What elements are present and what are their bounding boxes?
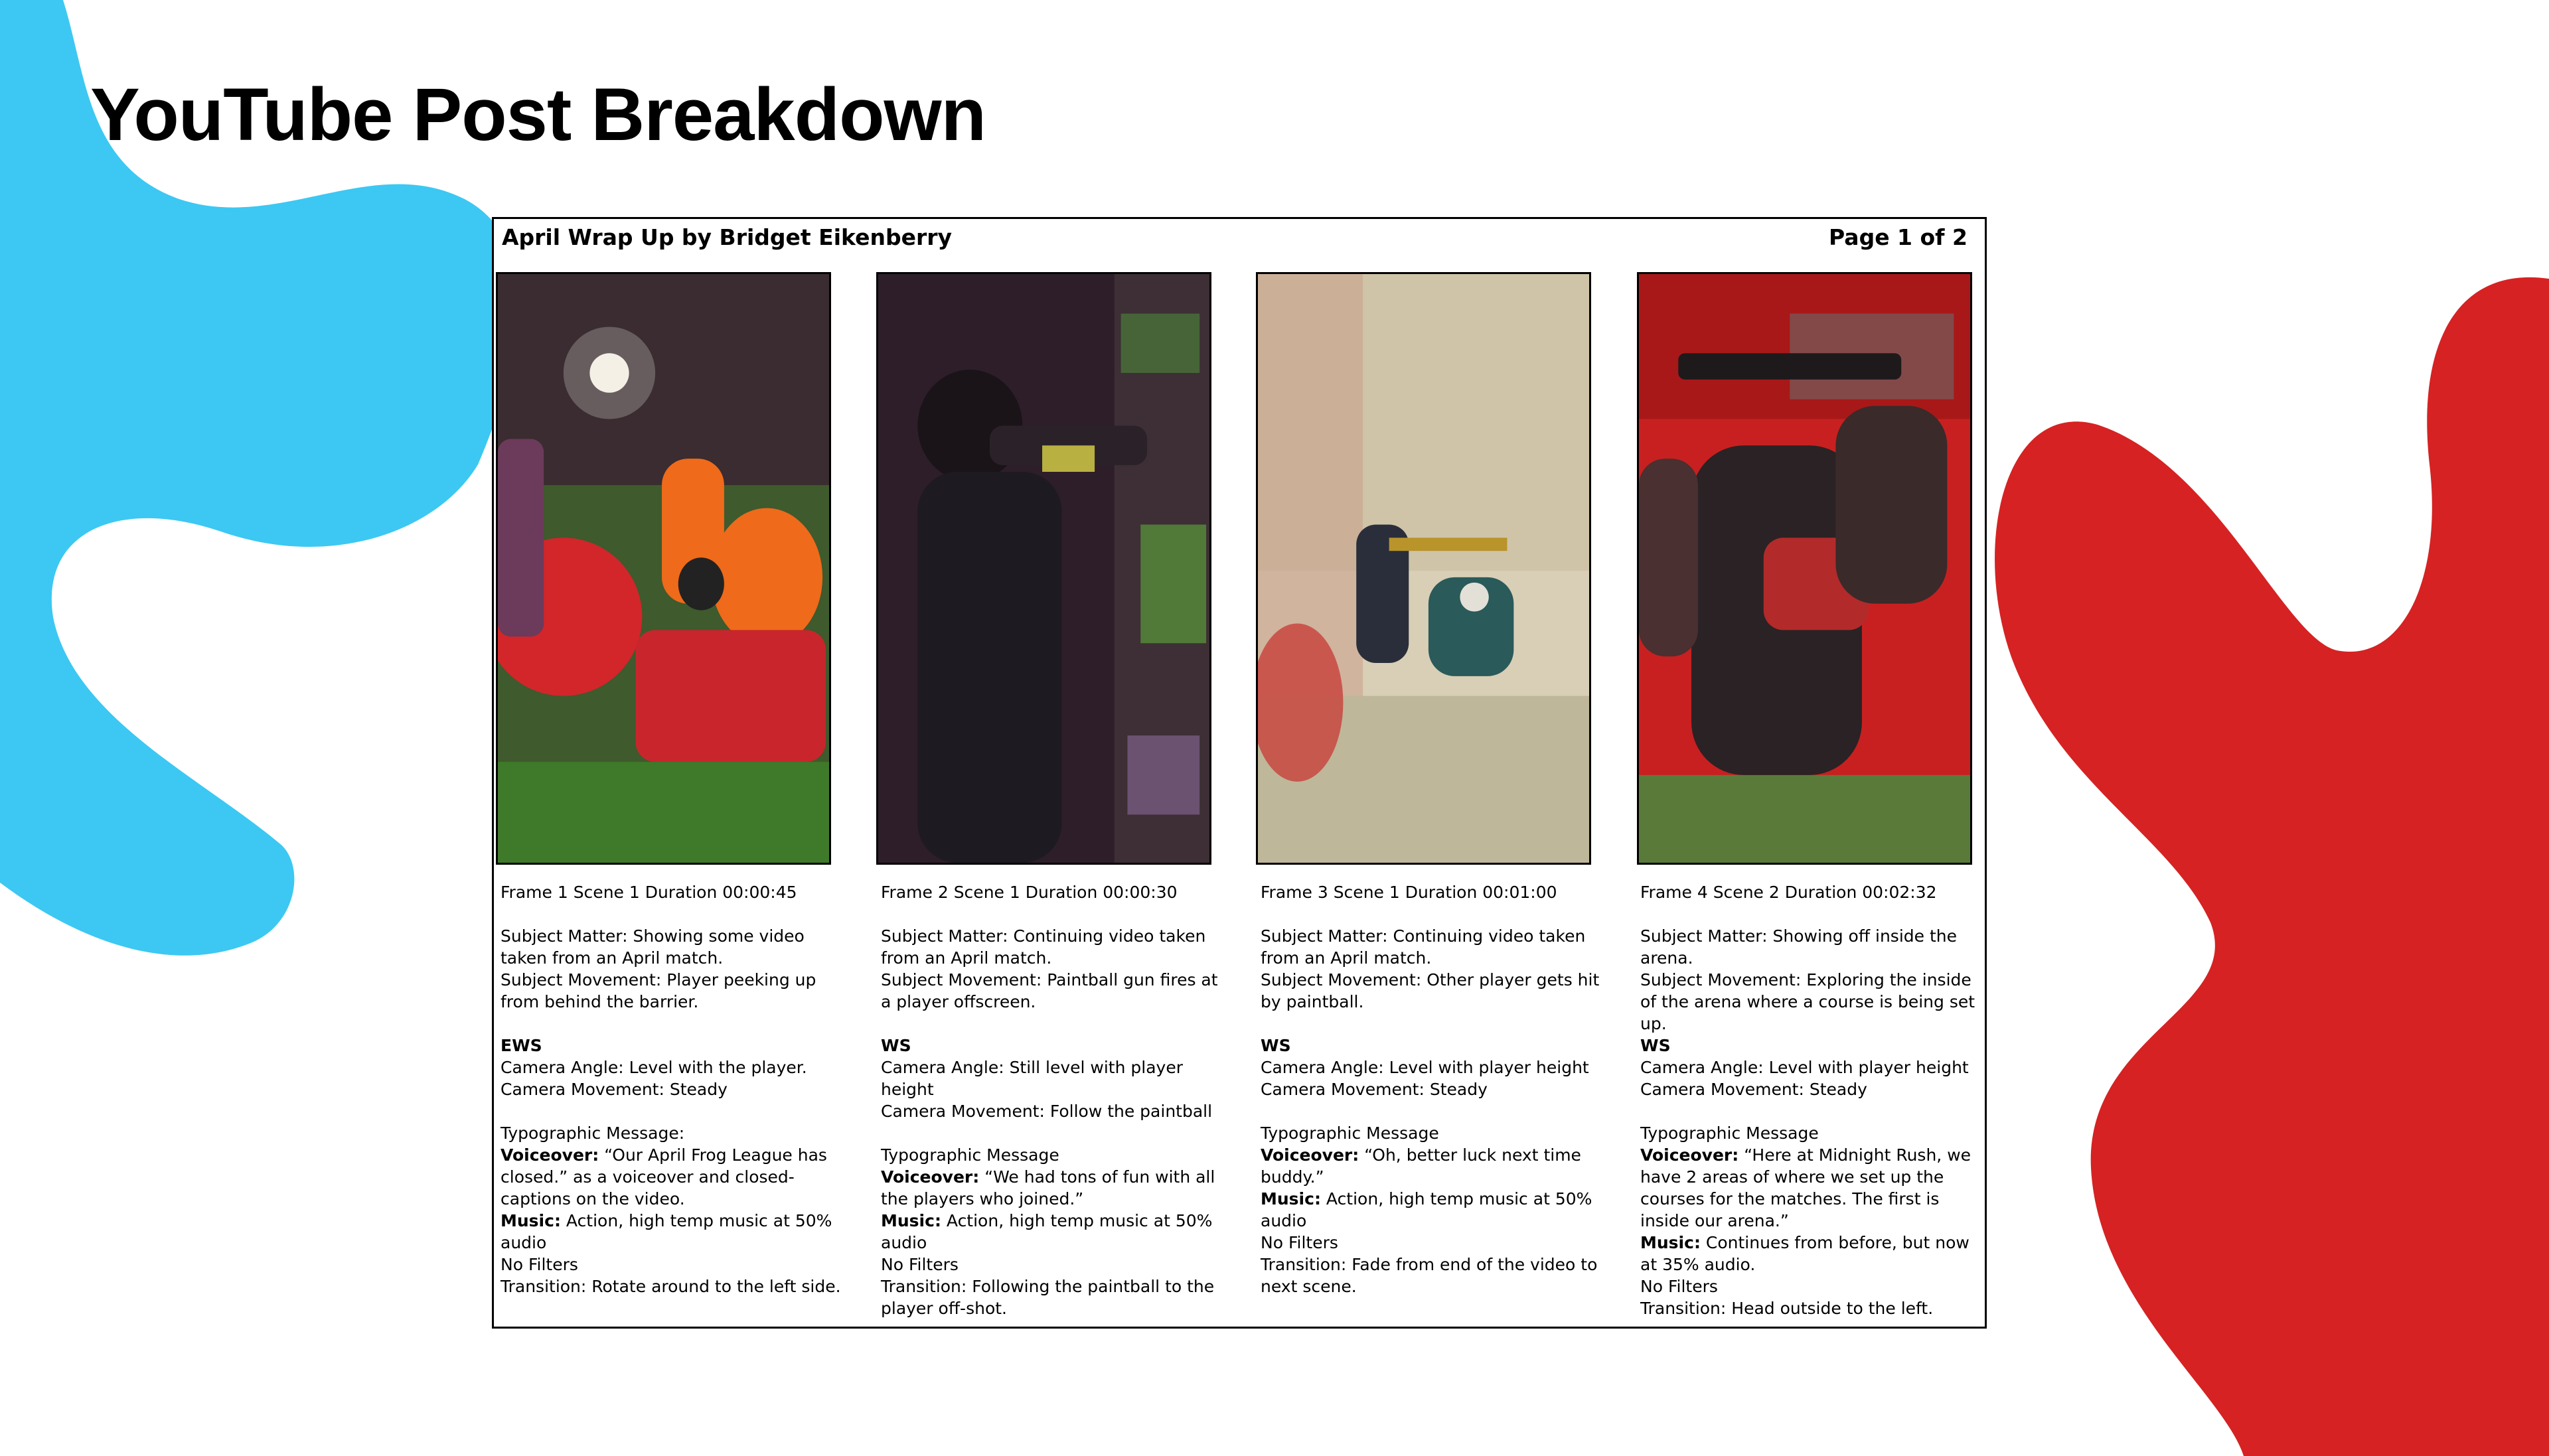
frame-3-notes [1261,881,1606,1297]
shot-type: EWS [501,1036,542,1055]
transition: Transition: Fade from end of the video to next scene. [1261,1255,1598,1296]
frame-4-notes [1640,881,1985,1319]
transition: Transition: Rotate around to the left side. [501,1277,841,1296]
subject-matter: Subject Matter: Continuing video taken from an April match. [881,926,1206,968]
camera-angle: Camera Angle: Still level with player height [881,1058,1183,1099]
subject-matter: Subject Matter: Continuing video taken from an April match. [1261,926,1586,968]
music-line: Music: Action, high temp music at 50% audio [501,1211,832,1252]
frame-header: Frame 4 Scene 2 Duration 00:02:32 [1640,883,1937,902]
frame-1-notes [501,881,846,1297]
filters: No Filters [501,1255,578,1274]
subject-movement: Subject Movement: Other player gets hit by paintball. [1261,970,1600,1011]
typographic-message: Typographic Message [1261,1124,1439,1143]
camera-movement: Camera Movement: Steady [501,1080,728,1099]
frame-header: Frame 1 Scene 1 Duration 00:00:45 [501,883,797,902]
shot-type: WS [881,1036,911,1055]
subject-movement: Subject Movement: Exploring the inside of the arena where a course is being set up. [1640,970,1975,1033]
frame-2-photo [876,272,1211,865]
transition: Transition: Head outside to the left. [1640,1299,1934,1318]
camera-movement: Camera Movement: Steady [1261,1080,1488,1099]
camera-angle: Camera Angle: Level with player height [1261,1058,1589,1077]
voiceover-line: Voiceover: “Oh, better luck next time buddy.” [1261,1145,1581,1187]
frame-2-notes [881,881,1226,1319]
shot-type: WS [1261,1036,1291,1055]
voiceover-line: Voiceover: “Here at Midnight Rush, we have 2 areas of where we set up the courses for the matches. The first is inside our arena.” [1640,1145,1971,1230]
frame-1-photo [496,272,831,865]
filters: No Filters [1261,1233,1338,1252]
storyboard-sheet [492,217,1987,1329]
page-title: YouTube Post Breakdown [90,73,986,156]
page-indicator: Page 1 of 2 [1829,224,1968,250]
frame-header: Frame 2 Scene 1 Duration 00:00:30 [881,883,1178,902]
camera-movement: Camera Movement: Steady [1640,1080,1867,1099]
subject-movement: Subject Movement: Paintball gun fires at a player offscreen. [881,970,1218,1011]
frame-3-photo [1256,272,1591,865]
voiceover-line: Voiceover: “Our April Frog League has closed.” as a voiceover and closed-captions on the video. [501,1145,827,1208]
filters: No Filters [881,1255,959,1274]
music-line: Music: Action, high temp music at 50% audio [1261,1189,1592,1230]
typographic-message: Typographic Message: [501,1124,685,1143]
voiceover-line: Voiceover: “We had tons of fun with all the players who joined.” [881,1167,1215,1208]
storyboard-title: April Wrap Up by Bridget Eikenberry [502,224,953,250]
camera-angle: Camera Angle: Level with player height [1640,1058,1969,1077]
music-line: Music: Continues from before, but now at 35% audio. [1640,1233,1970,1274]
camera-movement: Camera Movement: Follow the paintball [881,1102,1213,1121]
filters: No Filters [1640,1277,1718,1296]
subject-matter: Subject Matter: Showing some video taken from an April match. [501,926,805,968]
music-line: Music: Action, high temp music at 50% audio [881,1211,1213,1252]
typographic-message: Typographic Message [1640,1124,1819,1143]
typographic-message: Typographic Message [881,1145,1059,1165]
frame-4-photo [1637,272,1972,865]
shot-type: WS [1640,1036,1671,1055]
subject-movement: Subject Movement: Player peeking up from behind the barrier. [501,970,816,1011]
transition: Transition: Following the paintball to the player off-shot. [881,1277,1215,1318]
frame-header: Frame 3 Scene 1 Duration 00:01:00 [1261,883,1557,902]
subject-matter: Subject Matter: Showing off inside the arena. [1640,926,1958,968]
camera-angle: Camera Angle: Level with the player. [501,1058,807,1077]
